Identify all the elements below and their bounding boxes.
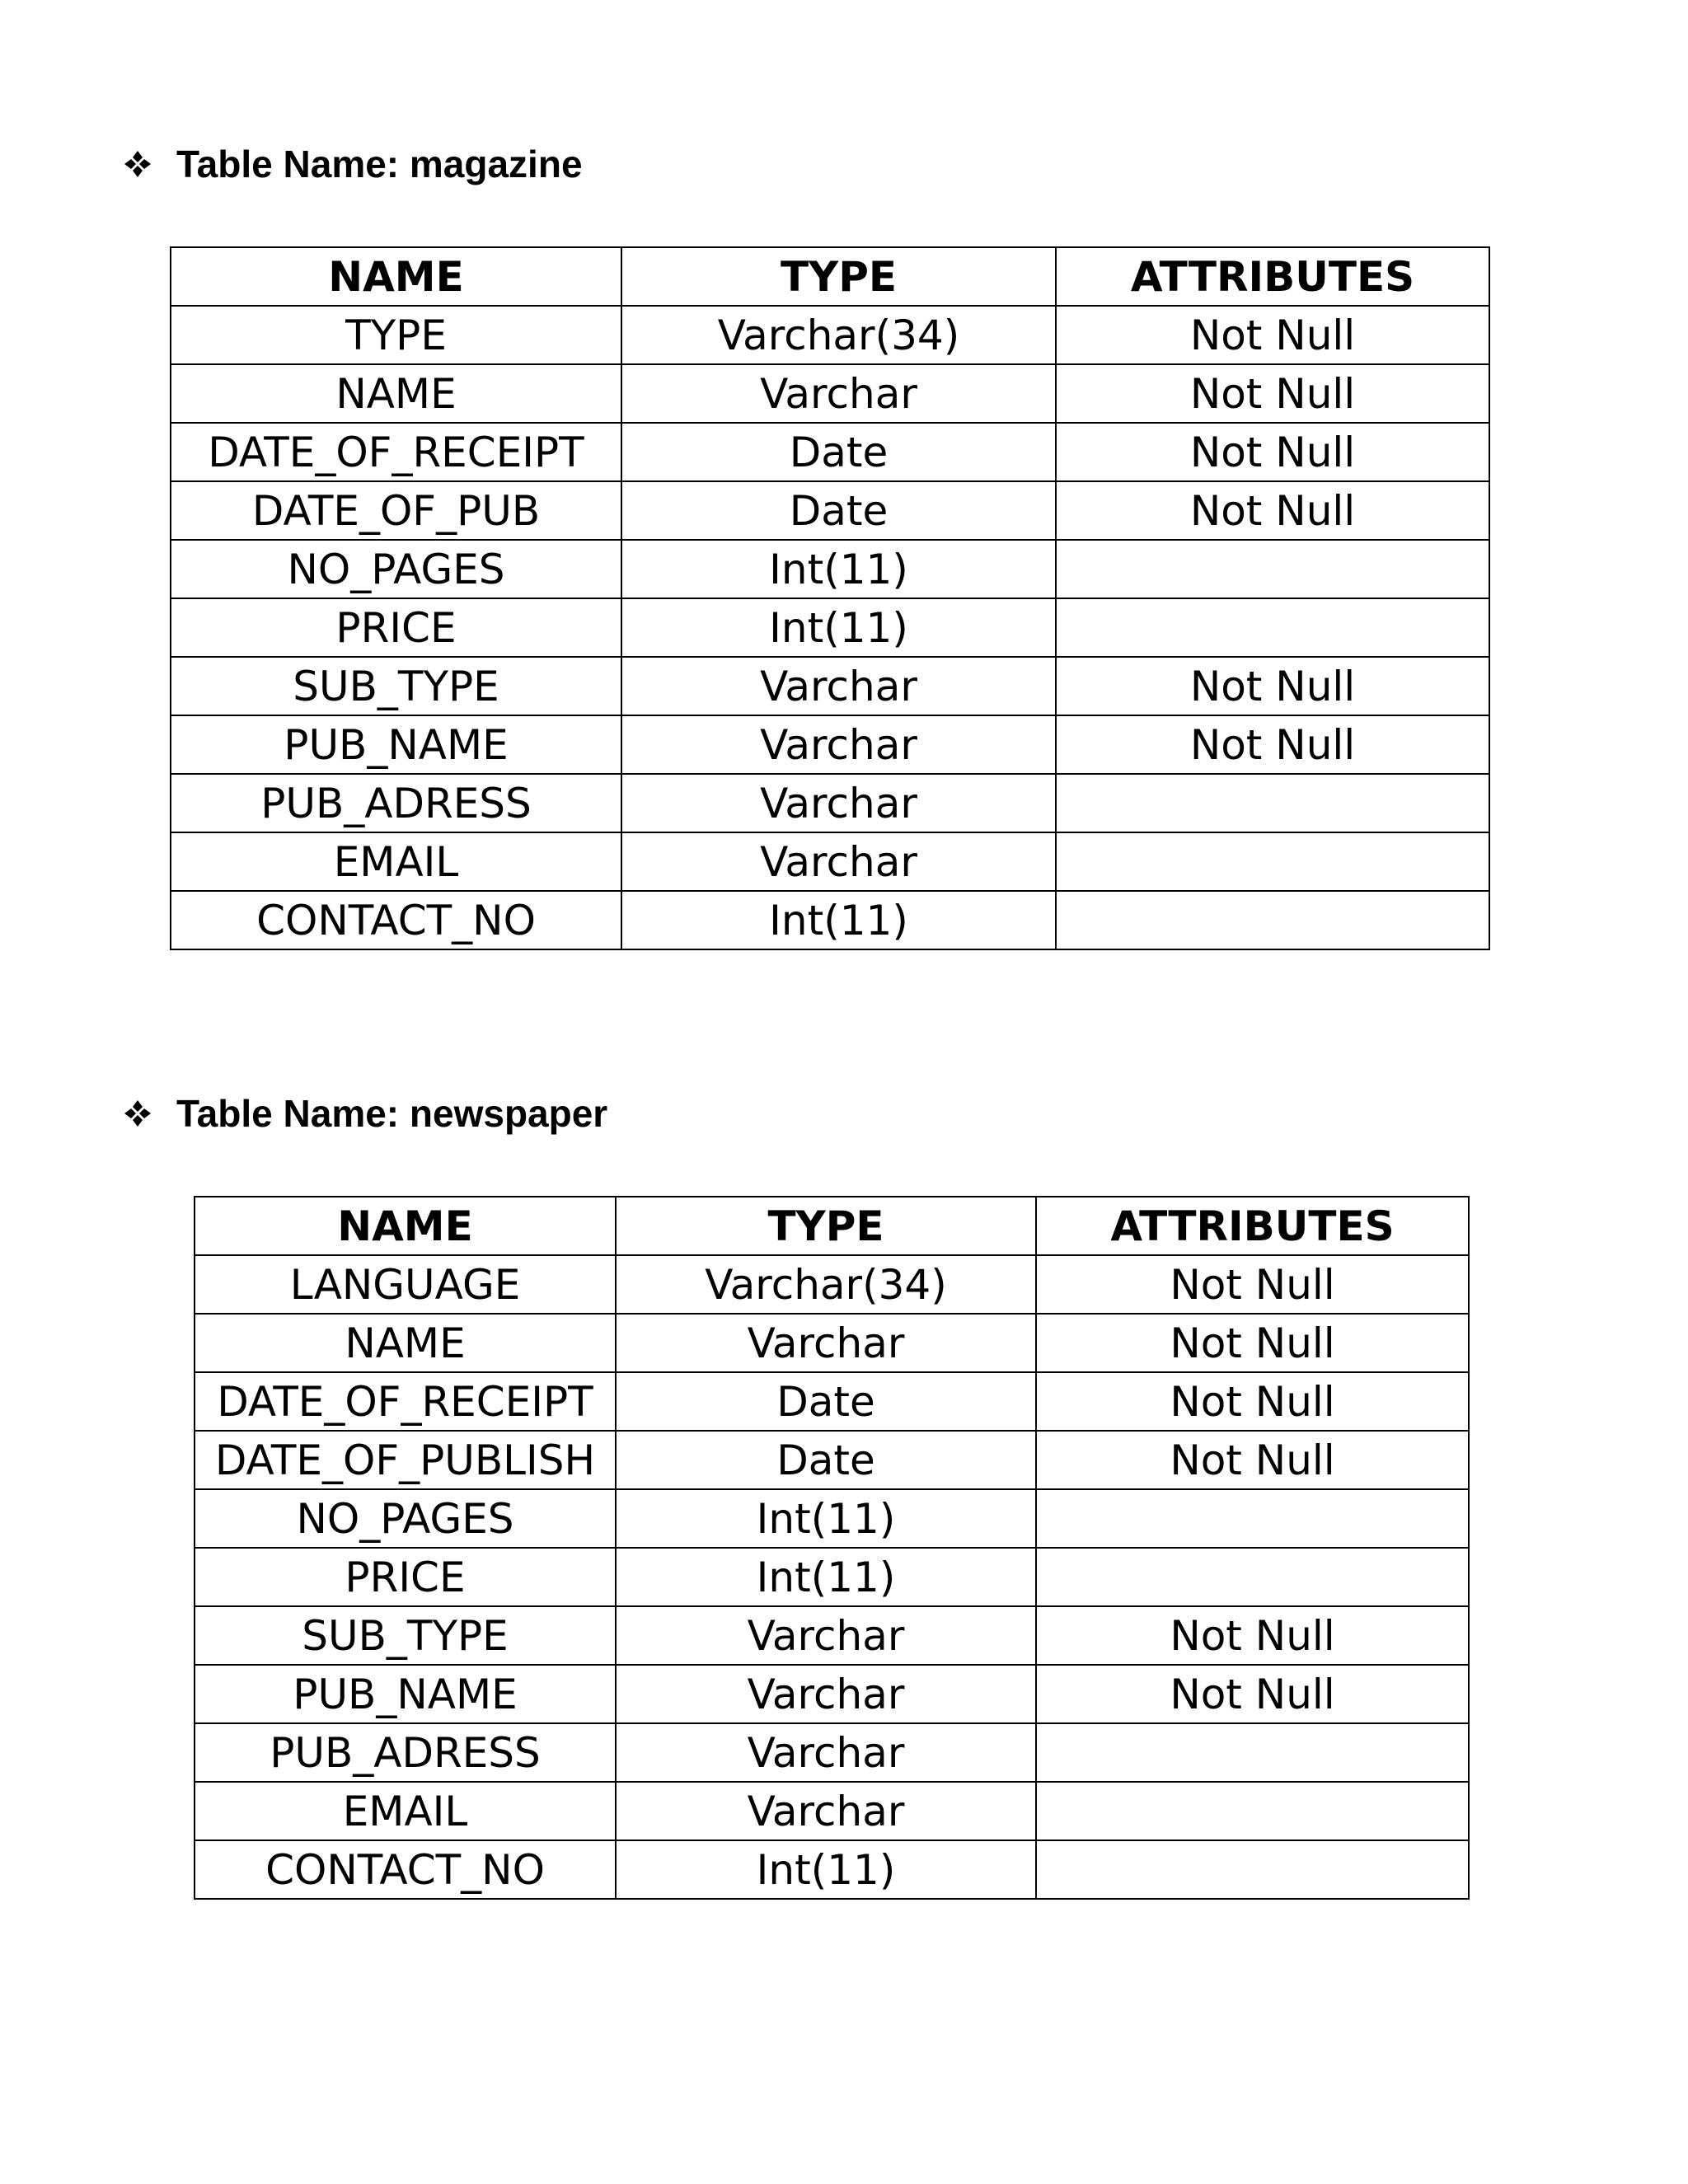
table-row <box>195 1840 1469 1899</box>
cell-attributes: Not Null <box>1056 657 1489 715</box>
cell-attributes <box>1036 1489 1469 1548</box>
cell-attributes: Not Null <box>1036 1255 1469 1314</box>
cell-name: TYPE <box>171 306 621 364</box>
table-row <box>171 481 1489 540</box>
cell-type: Varchar <box>616 1782 1036 1840</box>
table-row <box>171 423 1489 481</box>
cell-attributes: Not Null <box>1036 1314 1469 1372</box>
cell-type: Varchar <box>616 1665 1036 1723</box>
table-row <box>195 1782 1469 1840</box>
cell-attributes: Not Null <box>1036 1372 1469 1431</box>
column-header-attributes: ATTRIBUTES <box>1056 247 1489 306</box>
cell-attributes: Not Null <box>1056 423 1489 481</box>
cell-type: Int(11) <box>616 1840 1036 1899</box>
cell-name: PUB_ADRESS <box>195 1723 616 1782</box>
cell-name: DATE_OF_RECEIPT <box>171 423 621 481</box>
section-heading-text: Table Name: newspaper <box>176 1092 608 1135</box>
cell-attributes: Not Null <box>1036 1665 1469 1723</box>
diamond-bullet-icon <box>124 150 152 178</box>
cell-name: NO_PAGES <box>171 540 621 598</box>
cell-type: Varchar <box>621 364 1056 423</box>
cell-name: CONTACT_NO <box>195 1840 616 1899</box>
table-row <box>171 657 1489 715</box>
section-heading-newspaper <box>124 1092 608 1135</box>
column-header-attributes: ATTRIBUTES <box>1036 1197 1469 1255</box>
cell-name: EMAIL <box>171 832 621 891</box>
cell-attributes: Not Null <box>1056 306 1489 364</box>
cell-type: Varchar <box>621 832 1056 891</box>
table-row <box>195 1489 1469 1548</box>
cell-attributes <box>1056 832 1489 891</box>
cell-type: Varchar <box>621 774 1056 832</box>
section-heading-magazine <box>124 145 583 183</box>
cell-attributes <box>1056 774 1489 832</box>
cell-type: Varchar <box>621 657 1056 715</box>
cell-attributes <box>1056 598 1489 657</box>
table-row <box>171 598 1489 657</box>
column-header-type: TYPE <box>616 1197 1036 1255</box>
cell-name: NAME <box>195 1314 616 1372</box>
cell-attributes <box>1036 1782 1469 1840</box>
table-row <box>195 1606 1469 1665</box>
cell-name: CONTACT_NO <box>171 891 621 949</box>
cell-type: Varchar <box>621 715 1056 774</box>
cell-attributes: Not Null <box>1036 1606 1469 1665</box>
table-row <box>171 306 1489 364</box>
diamond-bullet-icon <box>124 1099 152 1127</box>
cell-name: PUB_NAME <box>195 1665 616 1723</box>
table-row <box>195 1255 1469 1314</box>
cell-name: LANGUAGE <box>195 1255 616 1314</box>
table-row <box>195 1665 1469 1723</box>
table-header-row <box>195 1197 1469 1255</box>
cell-name: SUB_TYPE <box>171 657 621 715</box>
section-heading-text: Table Name: magazine <box>176 143 583 185</box>
schema-table-newspaper <box>194 1196 1470 1900</box>
cell-type: Date <box>621 481 1056 540</box>
table-header-row <box>171 247 1489 306</box>
cell-attributes <box>1056 891 1489 949</box>
cell-type: Date <box>616 1431 1036 1489</box>
cell-attributes <box>1036 1840 1469 1899</box>
cell-type: Varchar <box>616 1723 1036 1782</box>
cell-type: Int(11) <box>621 540 1056 598</box>
table-row <box>195 1431 1469 1489</box>
table-row <box>195 1548 1469 1606</box>
cell-name: DATE_OF_PUBLISH <box>195 1431 616 1489</box>
cell-type: Int(11) <box>621 598 1056 657</box>
cell-attributes <box>1036 1548 1469 1606</box>
cell-name: DATE_OF_RECEIPT <box>195 1372 616 1431</box>
column-header-name: NAME <box>195 1197 616 1255</box>
cell-name: PRICE <box>195 1548 616 1606</box>
cell-type: Varchar <box>616 1606 1036 1665</box>
cell-type: Varchar(34) <box>621 306 1056 364</box>
cell-attributes <box>1056 540 1489 598</box>
cell-name: EMAIL <box>195 1782 616 1840</box>
table-row <box>195 1372 1469 1431</box>
cell-name: NAME <box>171 364 621 423</box>
table-row <box>171 364 1489 423</box>
table-row <box>171 891 1489 949</box>
table-row <box>195 1723 1469 1782</box>
cell-type: Date <box>616 1372 1036 1431</box>
cell-name: NO_PAGES <box>195 1489 616 1548</box>
cell-type: Int(11) <box>616 1548 1036 1606</box>
column-header-type: TYPE <box>621 247 1056 306</box>
cell-name: PUB_ADRESS <box>171 774 621 832</box>
schema-table-magazine <box>170 246 1490 950</box>
table-row <box>171 832 1489 891</box>
cell-name: DATE_OF_PUB <box>171 481 621 540</box>
cell-type: Varchar <box>616 1314 1036 1372</box>
cell-type: Int(11) <box>616 1489 1036 1548</box>
cell-type: Int(11) <box>621 891 1056 949</box>
cell-attributes: Not Null <box>1056 481 1489 540</box>
cell-name: PRICE <box>171 598 621 657</box>
cell-type: Varchar(34) <box>616 1255 1036 1314</box>
cell-type: Date <box>621 423 1056 481</box>
cell-attributes: Not Null <box>1036 1431 1469 1489</box>
table-row <box>171 540 1489 598</box>
cell-attributes <box>1036 1723 1469 1782</box>
table-row <box>195 1314 1469 1372</box>
column-header-name: NAME <box>171 247 621 306</box>
cell-attributes: Not Null <box>1056 364 1489 423</box>
cell-name: PUB_NAME <box>171 715 621 774</box>
cell-attributes: Not Null <box>1056 715 1489 774</box>
table-row <box>171 774 1489 832</box>
table-row <box>171 715 1489 774</box>
cell-name: SUB_TYPE <box>195 1606 616 1665</box>
